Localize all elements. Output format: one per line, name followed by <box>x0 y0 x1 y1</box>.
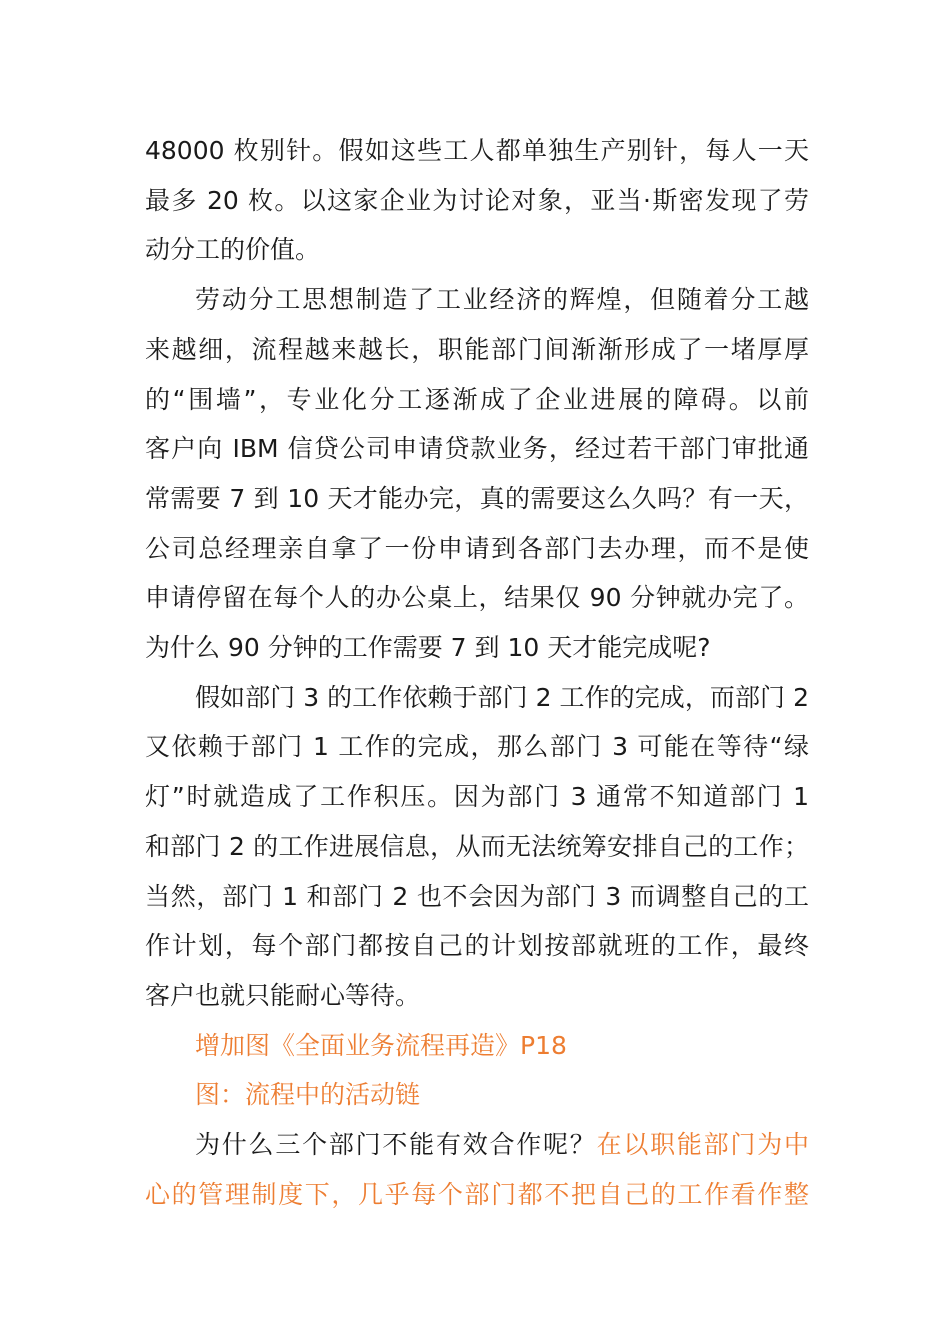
paragraph-line: 48000 枚别针。假如这些工人都单独生产别针，每人一天 <box>145 136 809 165</box>
paragraph-line: 又依赖于部门 1 工作的完成，那么部门 3 可能在等待“绿 <box>145 732 809 762</box>
highlighted-line: 心的管理制度下，几乎每个部门都不把自己的工作看作整 <box>145 1179 809 1209</box>
paragraph-line: 客户也就只能耐心等待。 <box>145 980 421 1010</box>
paragraph-line: 的“围墙”，专业化分工逐渐成了企业进展的障碍。以前 <box>145 384 809 414</box>
paragraph-line: 劳动分工思想制造了工业经济的辉煌，但随着分工越 <box>195 285 809 315</box>
question-text: 为什么三个部门不能有效合作呢？ <box>195 1130 597 1160</box>
paragraph-line: 作计划，每个部门都按自己的计划按部就班的工作，最终 <box>145 931 809 961</box>
paragraph-line: 和部门 2 的工作进展信息，从而无法统筹安排自己的工作； <box>145 831 809 861</box>
figure-caption-text: 图：流程中的活动链 <box>195 1080 421 1110</box>
figure-note <box>145 1021 809 1071</box>
paragraph-1 <box>145 126 809 275</box>
paragraph-line: 客户向 IBM 信贷公司申请贷款业务，经过若干部门审批通 <box>145 434 809 464</box>
paragraph-line: 假如部门 3 的工作依赖于部门 2 工作的完成，而部门 2 <box>195 682 809 712</box>
paragraph-line: 灯”时就造成了工作积压。因为部门 3 通常不知道部门 1 <box>145 782 809 812</box>
paragraph-line: 来越细，流程越来越长，职能部门间渐渐形成了一堵厚厚 <box>145 334 809 364</box>
paragraph-line <box>145 1120 809 1170</box>
highlighted-text: 在以职能部门为中 <box>596 1130 809 1160</box>
paragraph-line: 为什么 90 分钟的工作需要 7 到 10 天才能完成呢? <box>145 633 711 663</box>
paragraph-line: 申请停留在每个人的办公桌上，结果仅 90 分钟就办完了。 <box>145 583 809 613</box>
document-body <box>145 126 809 1219</box>
paragraph-3 <box>145 673 809 1021</box>
paragraph-4 <box>145 1120 809 1219</box>
paragraph-line: 公司总经理亲自拿了一份申请到各部门去办理，而不是使 <box>145 533 809 563</box>
paragraph-line: 最多 20 枚。以这家企业为讨论对象，亚当·斯密发现了劳 <box>145 185 809 215</box>
paragraph-2 <box>145 275 809 673</box>
figure-note-text: 增加图《全面业务流程再造》P18 <box>195 1030 567 1060</box>
figure-caption <box>145 1070 809 1120</box>
paragraph-line: 动分工的价值。 <box>145 235 321 265</box>
paragraph-line: 常需要 7 到 10 天才能办完，真的需要这么久吗？有一天， <box>145 483 809 513</box>
paragraph-line: 当然，部门 1 和部门 2 也不会因为部门 3 而调整自己的工 <box>145 881 809 911</box>
